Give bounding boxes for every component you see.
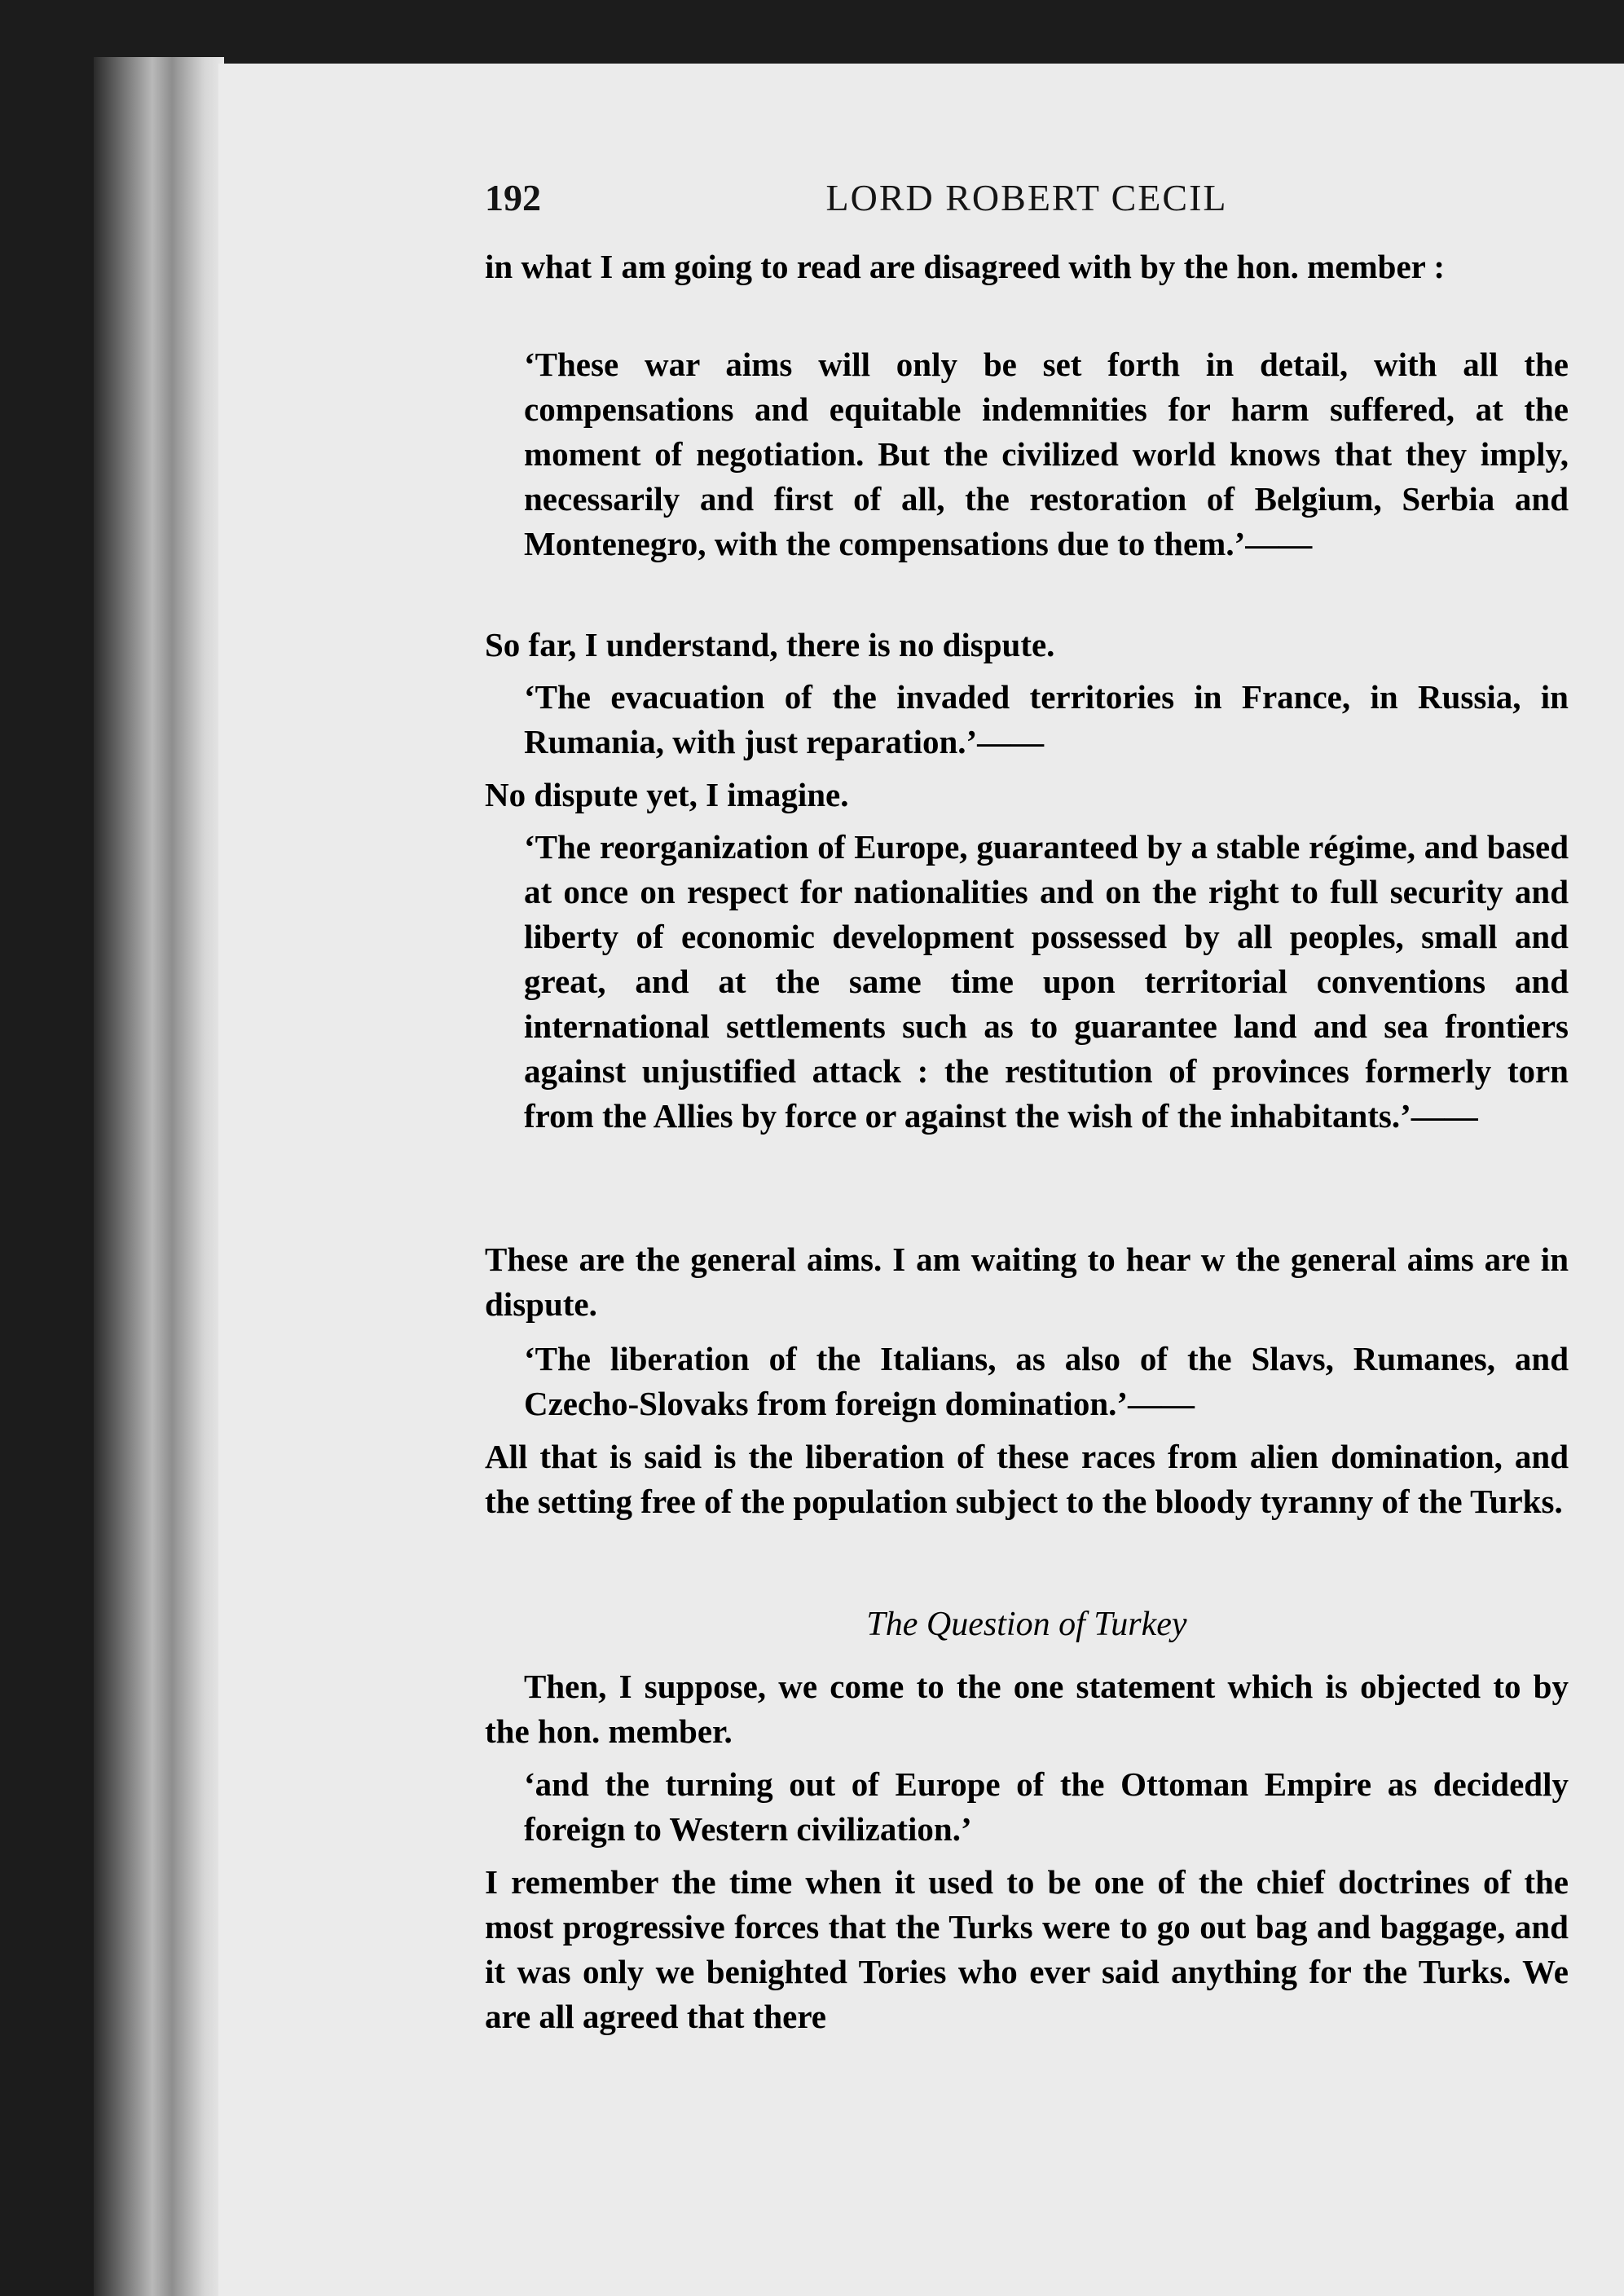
paragraph-3: No dispute yet, I imagine. <box>485 776 849 813</box>
quote-5: ‘and the turning out of Europe of the Ottoman Empire as decidedly foreign to Western civilization.’ <box>524 1765 1569 1848</box>
paragraph-1: in what I am going to read are disagreed with by the hon. member : <box>485 248 1446 285</box>
section-heading: The Question of Turkey <box>866 1606 1187 1643</box>
quote-4: ‘The liberation of the Italians, as also of the Slavs, Rumanes, and Czecho-Slovaks from foreign domination.’—— <box>524 1340 1569 1422</box>
paragraph-2: So far, I understand, there is no dispute. <box>485 626 1055 663</box>
book-binding-shadow <box>94 57 224 2296</box>
quote-3: ‘The reorganization of Europe, guaranteed by a stable régime, and based at once on respect for nationalities and on the right to full security and liberty of economic development possessed by all peoples, small and great, and at the same time upon territorial conventions and international settlements such as to guarantee land and sea frontiers against unjustified attack : the restitution of provinces formerly torn from the Allies by force or against the wish of the inhabitants.’—— <box>524 828 1569 1135</box>
paragraph-6: Then, I suppose, we come to the one statement which is objected to by the hon. member. <box>485 1668 1569 1750</box>
paragraph-7: I remember the time when it used to be one of the chief doctrines of the most progressive forces that the Turks were to go out bag and baggage, and it was only we benighted Tories who ever said anything for the Turks. We are all agreed that there <box>485 1863 1569 2035</box>
quote-2: ‘The evacuation of the invaded territories in France, in Russia, in Rumania, with just reparation.’—— <box>524 678 1569 760</box>
quote-1: ‘These war aims will only be set forth in detail, with all the compensations and equitable indemnities for harm suffered, at the moment of negotiation. But the civilized world knows that they imply, necessarily and first of all, the restoration of Belgium, Serbia and Montenegro, with the compensations due to them.’—— <box>524 346 1569 562</box>
running-head: LORD ROBERT CECIL <box>825 177 1228 218</box>
page-header <box>485 170 1569 227</box>
paragraph-4: These are the general aims. I am waiting to hear w the general aims are in dispute. <box>485 1241 1569 1323</box>
paragraph-5: All that is said is the liberation of these races from alien domination, and the setting free of the population subject to the bloody tyranny of the Turks. <box>485 1438 1569 1520</box>
page-number: 192 <box>485 177 541 218</box>
